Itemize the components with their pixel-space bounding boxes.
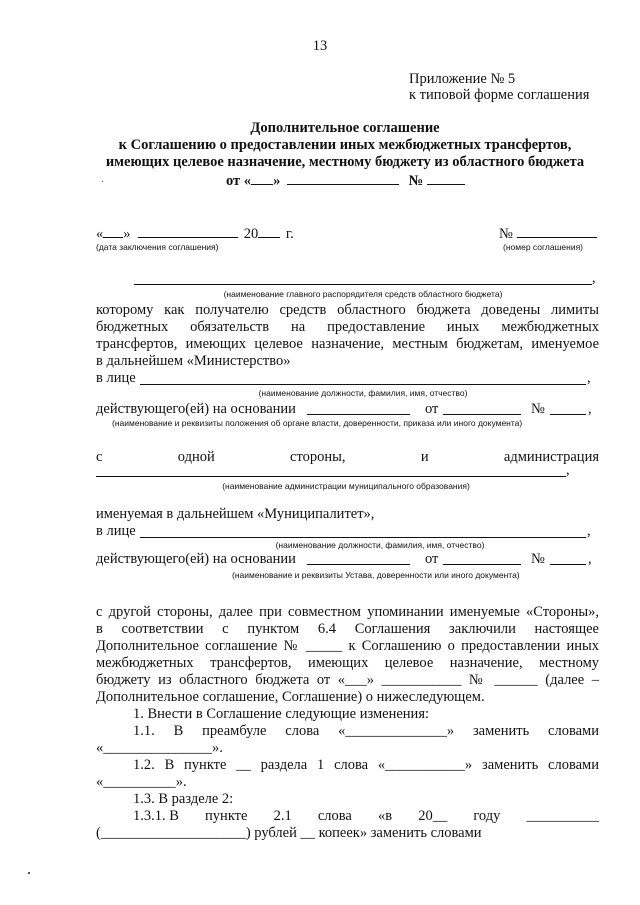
acting-basis-field-2[interactable]	[307, 564, 410, 565]
agreement-para-line3: Дополнительное соглашение № _____ к Соглашению о предоставлении иных	[96, 638, 599, 654]
ministry-caption: (наименование главного распорядителя средств областного бюджета)	[223, 289, 503, 299]
doc-title-line3: имеющих целевое назначение, местному бюджету из областного бюджета	[105, 154, 585, 170]
ministry-name-line[interactable]	[134, 284, 592, 285]
municipality-person-caption: (наименование должности, фамилия, имя, отчество)	[275, 540, 485, 550]
agreement-para-line2: в соответствии с пунктом 6.4 Соглашения заключили настоящее	[96, 621, 599, 637]
year-prefix: 20	[243, 226, 259, 242]
title-date-close: »	[273, 173, 281, 189]
in-person-label-2: в лице	[96, 523, 136, 539]
item-1-2-line2: «__________».	[96, 774, 187, 790]
acting-number-field-1[interactable]	[550, 414, 586, 415]
item-1: 1. Внести в Соглашение следующие изменения:	[133, 706, 430, 722]
agreement-number-field[interactable]: №	[499, 224, 597, 243]
acting-caption-2: (наименование и реквизиты Устава, доверенности или иного документа)	[232, 570, 520, 580]
doc-title-date-line	[226, 171, 465, 190]
one-side-line: с одной стороны, и администрация	[96, 449, 599, 465]
admin-name-line[interactable]	[96, 476, 566, 477]
agreement-date-field[interactable]: « » 20 г.	[96, 226, 294, 242]
item-1-3-1-line1: 1.3.1. В пункте 2.1 слова «в 20__ году __________	[133, 808, 599, 824]
acting-date-field-2[interactable]	[443, 564, 521, 565]
appendix-title: Приложение № 5	[409, 71, 516, 87]
agreement-para-line5: бюджету из областного бюджета от «___» ___________ № ______ (далее –	[96, 672, 599, 688]
agreement-number-caption: (номер соглашения)	[503, 242, 584, 252]
page-number: 13	[312, 38, 328, 54]
ministry-para-line2: бюджетных обязательств на предоставление иных межбюджетных	[96, 319, 599, 335]
item-1-1-line2: «_______________».	[96, 740, 223, 756]
ministry-para-line1: которому как получателю средств областного бюджета доведены лимиты	[96, 302, 599, 318]
title-number-sign: №	[408, 173, 424, 189]
ministry-para-line3: трансфертов, имеющих целевое назначение, местным бюджетам, именуемое	[96, 336, 599, 352]
ministry-person-line[interactable]	[140, 384, 586, 385]
ministry-person-caption: (наименование должности, фамилия, имя, отчество)	[258, 388, 468, 398]
item-1-1-line1: 1.1. В преамбуле слова «______________» заменить словами	[133, 723, 599, 739]
acting-number-label-1: №	[531, 401, 545, 417]
item-1-3-1-line2: (____________________) рублей __ копеек» заменить словами	[96, 825, 482, 841]
agreement-para-line6: Дополнительное соглашение, Соглашение) о нижеследующем.	[96, 689, 485, 705]
municipality-text: именуемая в дальнейшем «Муниципалитет»,	[96, 506, 375, 522]
acting-number-field-2[interactable]	[550, 564, 586, 565]
ministry-para-line4: в дальнейшем «Министерство»	[96, 353, 291, 369]
in-person-label-1: в лице	[96, 370, 136, 386]
agreement-date-caption: (дата заключения соглашения)	[96, 242, 219, 252]
acting-from-label-2: от	[425, 551, 439, 567]
acting-number-label-2: №	[531, 551, 545, 567]
acting-from-label-1: от	[425, 401, 439, 417]
acting-basis-field-1[interactable]	[307, 414, 410, 415]
appendix-subtitle: к типовой форме соглашения	[409, 87, 590, 103]
acting-basis-label-2: действующего(ей) на основании	[96, 551, 296, 567]
year-suffix: г.	[285, 226, 294, 242]
acting-date-field-1[interactable]	[443, 414, 521, 415]
doc-title-line2: к Соглашению о предоставлении иных межбюджетных трансфертов,	[118, 137, 572, 153]
admin-caption: (наименование администрации муниципального образования)	[222, 481, 470, 491]
acting-caption-1: (наименование и реквизиты положения об органе власти, доверенности, приказа или иного документа)	[112, 418, 523, 428]
agreement-para-line1: с другой стороны, далее при совместном упоминании именуемые «Стороны»,	[96, 604, 599, 620]
municipality-person-line[interactable]	[140, 537, 586, 538]
agreement-para-line4: межбюджетных трансфертов, имеющих целевое назначение, местному	[96, 655, 599, 671]
title-date-open: от «	[226, 173, 252, 189]
item-1-3: 1.3. В разделе 2:	[133, 791, 234, 807]
doc-title: Дополнительное соглашение	[250, 120, 440, 136]
item-1-2-line1: 1.2. В пункте __ раздела 1 слова «___________» заменить словами	[133, 757, 599, 773]
scan-speck	[102, 181, 103, 182]
scan-speck	[28, 872, 30, 874]
acting-basis-label-1: действующего(ей) на основании	[96, 401, 296, 417]
